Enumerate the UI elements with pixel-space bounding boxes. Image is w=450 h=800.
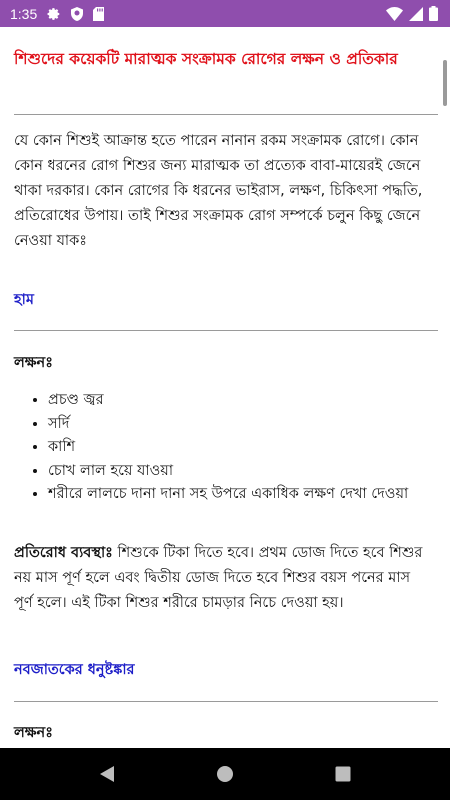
page-title: শিশুদের কয়েকটি মারাত্মক সংক্রামক রোগের লক্ষন ও প্রতিকার [14, 50, 398, 68]
wifi-icon [386, 7, 403, 21]
prevention-paragraph [14, 541, 424, 616]
divider [14, 114, 438, 115]
prevention-label: প্রতিরোধ ব্যবস্থাঃ [14, 545, 113, 561]
list-item: • প্রচণ্ড জ্বর [48, 389, 424, 413]
prevention-text: শিশুকে টিকা দিতে হবে। প্রথম ডোজ দিতে হবে শিশুর নয় মাস পূর্ণ হলে এবং দ্বিতীয় ডোজ দিতে হবে শিশুর বয়স পনের মাস পূর্ণ হলে। এই টিকা শিশুর শরীরে চামড়ার নিচে দেওয়া হয়। [14, 545, 423, 611]
list-item: • চোখ লাল হয়ে যাওয়া [48, 460, 424, 484]
article-view[interactable] [0, 27, 450, 748]
article [14, 47, 424, 741]
list-item: • কাশি [48, 436, 424, 460]
symptoms-list [14, 389, 424, 507]
divider [14, 330, 438, 331]
cellular-signal-icon [409, 7, 423, 21]
shield-icon [71, 7, 83, 21]
home-icon[interactable] [210, 759, 240, 789]
scrollbar[interactable] [443, 60, 447, 106]
recents-icon[interactable] [328, 759, 358, 789]
navigation-bar [0, 748, 450, 800]
gear-icon [47, 7, 61, 21]
status-bar [0, 0, 450, 27]
list-item: • শরীরে লালচে দানা দানা সহ উপরে একাধিক লক্ষণ দেখা দেওয়া [48, 483, 424, 507]
symptoms-label: লক্ষনঃ [14, 725, 53, 741]
intro-paragraph: যে কোন শিশুই আক্রান্ত হতে পারেন নানান রকম সংক্রামক রোগে। কোন কোন ধরনের রোগ শিশুর জন্য মারাত্মক তা প্রত্যেক বাবা-মায়েরই জেনে থাকা দরকার। কোন রোগের কি ধরনের ভাইরাস, লক্ষণ, চিকিৎসা পদ্ধতি, প্রতিরোধের উপায়। তাই শিশুর সংক্রামক রোগ সম্পর্কে চলুন কিছু জেনে নেওয়া যাকঃ [14, 133, 423, 249]
divider [14, 701, 438, 702]
section-heading-measles: হাম [14, 292, 34, 308]
sd-card-icon [93, 7, 104, 21]
section-heading-tetanus: নবজাতকের ধনুষ্টঙ্কার [14, 662, 135, 678]
list-item: • সর্দি [48, 413, 424, 437]
back-icon[interactable] [92, 759, 122, 789]
battery-icon [429, 6, 438, 21]
status-time: 1:35 [10, 5, 38, 22]
symptoms-label: লক্ষনঃ [14, 355, 53, 371]
